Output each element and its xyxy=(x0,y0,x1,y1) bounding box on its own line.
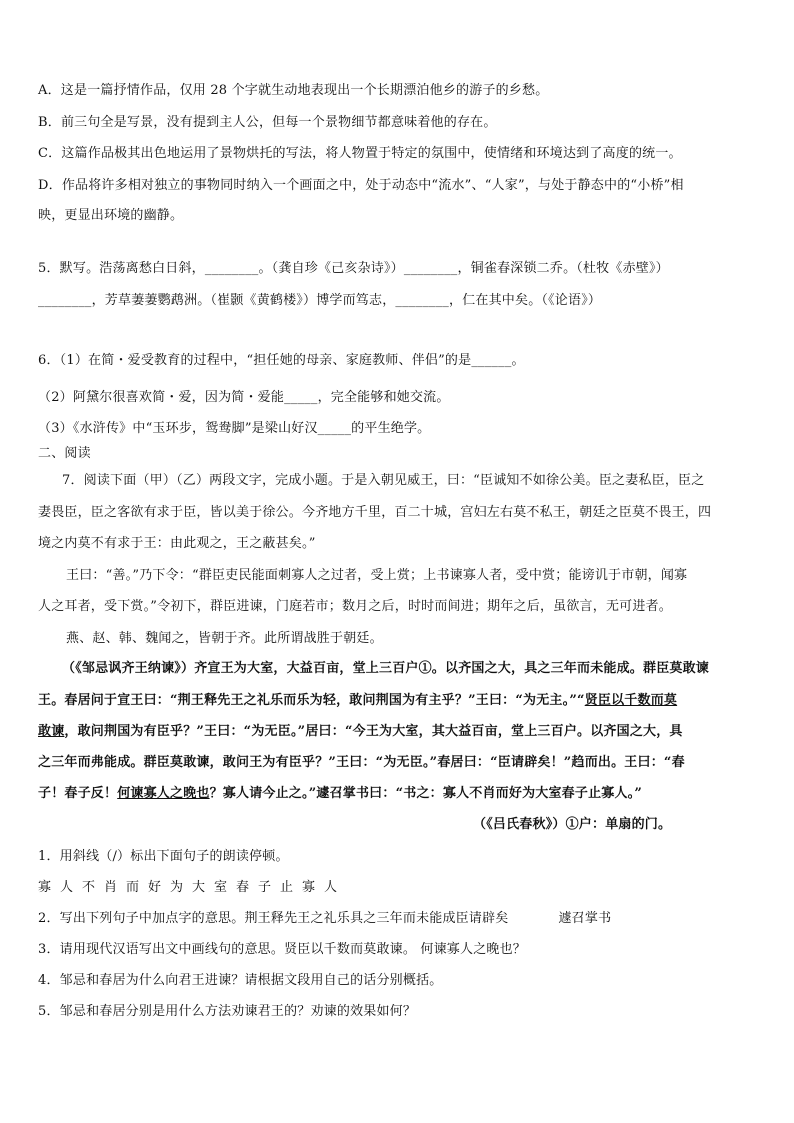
q7-p3-line1: 燕、赵、韩、魏闻之，皆朝于齐。此所谓战胜于朝廷。 xyxy=(66,631,383,646)
q7-p2-line2: 人之耳者，受下赏。”令初下，群臣进谏，门庭若市；数月之后，时时而间进；期年之后，虽欲言，无可进者。 xyxy=(38,599,672,614)
q4-option-d-line2: 映，更显出环境的幽静。 xyxy=(38,208,184,223)
underlined-sentence-part2: 敢谏 xyxy=(38,724,65,739)
q5-line1: 5．默写。浩荡离愁白日斜，________。（龚自珍《己亥杂诗》）________，铜雀春深锁二乔。（杜牧《赤壁》） xyxy=(38,261,669,276)
q7-yi-line4: 之三年而弗能成。群臣莫敢谏，敢问王为有臣乎？”王曰：“为无臣。”春居曰：“臣请辟矣！”趋而出。王曰：“春 xyxy=(38,755,685,770)
q4-option-d-line1: D．作品将许多相对独立的事物同时纳入一个画面之中，处于动态中“流水”、“人家”，与处于静态中的“小桥”相 xyxy=(38,178,684,193)
q7-intro-line2: 妻畏臣，臣之客欲有求于臣，皆以美于徐公。今齐地方千里，百二十城，宫妇左右莫不私王，朝廷之臣莫不畏王，四 xyxy=(38,505,712,520)
q7-yi-line5-end: ？寡人请今止之。”遽召掌书曰：“书之：寡人不肖而好为大室春子止寡人。” xyxy=(209,786,643,801)
q6-line2: （2）阿黛尔很喜欢简・爱，因为简・爱能_____，完全能够和她交流。 xyxy=(38,390,450,405)
q6-line1: 6．（1）在简・爱受教育的过程中，“担任她的母亲、家庭教师、伴侣”的是______。 xyxy=(38,353,525,368)
q7-yi-line5-start: 子！春子反！ xyxy=(38,786,118,801)
q7-p2-line1: 王曰：“善。”乃下令：“群臣吏民能面刺寡人之过者，受上赏；上书谏寡人者，受中赏；能谤讥于市朝，闻寡 xyxy=(66,568,688,583)
sub-question-2-last: 遽召掌书 xyxy=(558,911,612,926)
q7-yi-line2 xyxy=(38,692,677,710)
q4-option-a: A．这是一篇抒情作品，仅用 28 个字就生动地表现出一个长期漂泊他乡的游子的乡愁。 xyxy=(38,83,549,98)
sub-question-1: 1．用斜线（/）标出下面句子的朗读停顿。 xyxy=(38,849,289,864)
q7-intro-line3: 境之内莫不有求于王：由此观之，王之蔽甚矣。” xyxy=(38,536,316,551)
q4-option-c: C．这篇作品极其出色地运用了景物烘托的写法，将人物置于特定的氛围中，使情绪和环境达到了高度的统一。 xyxy=(38,146,682,161)
sub-question-3: 3．请用现代汉语写出文中画线句的意思。贤臣以千数而莫敢谏。 何谏寡人之晚也？ xyxy=(38,942,527,957)
q6-line3: （3）《水浒传》中“玉环步，鸳鸯脚”是梁山好汉_____的平生绝学。 xyxy=(38,421,431,436)
q7-yi-line5 xyxy=(38,785,642,803)
sub-question-4: 4．邹忌和春居为什么向君王进谏？请根据文段用自己的话分别概括。 xyxy=(38,973,443,988)
q7-yi-line3-text: ，敢问荆国为有臣乎？”王曰：“为无臣。”居曰：“今王为大室，其大益百亩，堂上三百户。以齐国之大，具 xyxy=(64,724,683,739)
sub-question-2 xyxy=(38,910,611,928)
sub-question-5: 5．邹忌和春居分别是用什么方法劝谏君王的？劝谏的效果如何？ xyxy=(38,1004,417,1019)
q4-option-b: B．前三句全是写景，没有提到主人公，但每一个景物细节都意味着他的存在。 xyxy=(38,115,497,130)
q7-yi-line2-text: 王。春居问于宣王曰：“荆王释先王之礼乐而乐为轻，敢问荆国为有主乎？”王曰：“为无主。”“ xyxy=(38,693,585,708)
q7-yi-line3 xyxy=(38,723,683,741)
sub-question-1-sentence: 寡人不肖而好为大室春子止寡人 xyxy=(38,880,347,895)
sub-question-2-text: 2．写出下列句子中加点字的意思。荆王释先王之礼乐具之三年而未能成臣请辟矣 xyxy=(38,911,509,926)
underlined-sentence-part1: 贤臣以千数而莫 xyxy=(584,693,678,708)
underlined-sentence-2: 何谏寡人之晚也 xyxy=(117,786,210,801)
section-heading: 二、阅读 xyxy=(38,446,91,461)
q7-yi-line1: （《邹忌讽齐王纳谏》）齐宣王为大室，大益百亩，堂上三百户①。以齐国之大，具之三年而未能成。群臣莫敢谏 xyxy=(62,661,710,676)
q5-line2: ________，芳草萋萋鹦鹉洲。（崔颢《黄鹤楼》）博学而笃志，________，仁在其中矣。（《论语》） xyxy=(38,293,602,308)
q7-intro-line1: 7．阅读下面（甲）（乙）两段文字，完成小题。于是入朝见威王，曰：“臣诚知不如徐公美。臣之妻私臣，臣之 xyxy=(62,473,705,488)
source-note: （《吕氏春秋》）①户：单扇的门。 xyxy=(473,817,672,832)
